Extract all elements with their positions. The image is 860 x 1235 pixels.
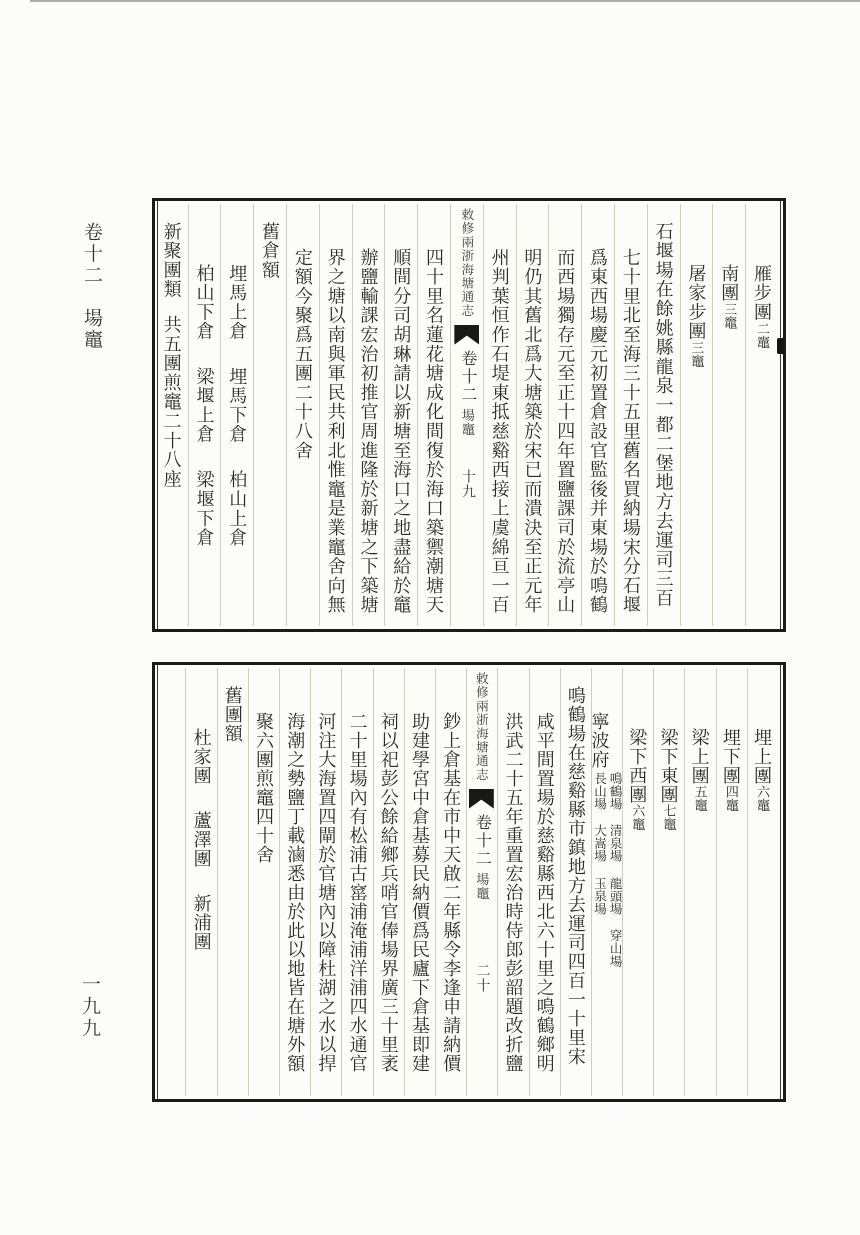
body-text-column: 河注大海置四閘於官塘內以障杜湖之水以捍 (310, 668, 341, 1096)
salt-field-name: 穿山場 (608, 929, 623, 968)
tuan-name: 南團 (719, 264, 740, 303)
salt-field-sublist-right (606, 772, 622, 968)
book-title: 敕修兩浙海塘通志 (474, 672, 489, 782)
fishtail-mark (469, 789, 494, 809)
tuan-name: 埋下團 (720, 728, 741, 785)
tuan-name: 埋上團 (752, 728, 772, 785)
folio-frame-top (152, 198, 786, 632)
body-text-column: 助建學宮中倉基募民納價爲民廬下倉基即建 (404, 668, 435, 1096)
body-text-column: 鈔上倉基在市中天啟二年縣令李逢申請納價 (435, 668, 466, 1096)
tuan-name: 梁下東團 (658, 728, 679, 804)
body-text-column: 四十里名蓮花塘成化間復於海口築禦潮塘天 (417, 204, 450, 626)
stove-count: 六竈 (755, 785, 770, 812)
banxin-column (450, 204, 483, 626)
granary-name: 柏山下倉 (194, 264, 215, 342)
body-text-column: 而西場獨存元至正十四年置鹽課司於流亭山 (548, 204, 581, 626)
granary-name: 埋馬上倉 (227, 264, 248, 342)
list-item-column (185, 668, 216, 1096)
tuan-name: 杜家團 (191, 728, 212, 785)
body-text-column: 界之塘以南與軍民共利北惟竈是業竈舍向無 (319, 204, 352, 626)
stove-count: 三竈 (722, 302, 738, 330)
heading-column: 舊團額 (217, 668, 248, 1096)
text-columns-top (160, 204, 778, 626)
heading-column: 舊倉額 (253, 204, 286, 626)
salt-field-sublist-left (591, 772, 607, 968)
granary-name: 梁堰上倉 (194, 367, 215, 445)
list-item-column (680, 204, 713, 626)
body-text-column: 七十里北至海三十五里舊名買納場宋分石堰 (614, 204, 647, 626)
body-text-column: 定額今聚爲五團二十八舍 (286, 204, 319, 626)
granary-name: 柏山上倉 (227, 470, 248, 548)
category-heading: 新聚團類 (161, 222, 182, 300)
list-item-column (684, 668, 715, 1096)
salt-field-name: 玉泉場 (592, 876, 607, 916)
stove-count: 六竈 (630, 804, 646, 831)
granary-name: 埋馬下倉 (227, 367, 248, 445)
book-title: 敕修兩浙海塘通志 (459, 208, 474, 318)
prefecture-column (591, 668, 622, 1096)
body-text-column: 聚六團煎竈四十舍 (248, 668, 279, 1096)
salt-field-name: 長山場 (592, 772, 607, 811)
body-text-column: 順間分司胡琳請以新塘至海口之地盡給於竈 (384, 204, 417, 626)
salt-field-list (591, 772, 622, 968)
salt-field-name: 大嵩場 (592, 824, 607, 863)
body-text-column: 海潮之勢鹽丁載滷悉由於此以地皆在塘外額 (279, 668, 310, 1096)
body-text-column: 鳴鶴場在慈谿縣市鎮地方去運司四百一十里宋 (560, 668, 591, 1096)
tuan-name: 雁步團 (752, 264, 772, 322)
tuan-name: 梁上團 (689, 728, 710, 785)
banxin-column (466, 668, 497, 1096)
folio-number: 二十 (474, 962, 490, 993)
granary-name: 梁堰下倉 (194, 470, 215, 548)
chapter-label: 卷十二 (473, 813, 491, 868)
folio-frame-bottom (152, 662, 786, 1102)
stove-count: 二竈 (755, 321, 770, 349)
tuan-name: 梁下西團 (627, 728, 648, 804)
tuan-name: 新浦團 (191, 894, 212, 951)
salt-field-name: 龍頭場 (608, 876, 623, 916)
list-item-column (653, 668, 684, 1096)
empty-column (160, 668, 185, 1096)
body-text-column: 州判葉恒作石堤東抵慈谿西接上虞綿亘一百 (483, 204, 516, 626)
tuan-name: 屠家步團 (686, 264, 707, 342)
fishtail-mark (454, 325, 479, 345)
list-item-column (716, 668, 747, 1096)
section-label: 場竈 (459, 408, 475, 437)
stove-count: 四竈 (723, 785, 739, 812)
stove-count: 三竈 (689, 341, 705, 369)
prefecture-name: 寧波府 (589, 712, 610, 769)
folio-number: 十九 (459, 468, 475, 499)
list-item-column (712, 204, 745, 626)
category-total: 共五團煎竈二十八座 (161, 315, 182, 489)
body-text-column: 洪武二十五年重置宏治時侍郎彭韶題改折鹽 (497, 668, 528, 1096)
body-text-column: 辦鹽輸課宏治初推官周進隆於新塘之下築塘 (352, 204, 385, 626)
tuan-name: 蘆澤團 (191, 811, 212, 868)
chapter-label: 卷十二 (458, 349, 476, 404)
salt-field-name: 鳴鶴場 (608, 772, 623, 811)
scan-artifact-line (30, 0, 860, 2)
margin-volume-label: 卷十二 場竈 (81, 222, 102, 351)
list-item-column (745, 204, 778, 626)
heading-column (160, 204, 188, 626)
margin-page-number: 一九九 (79, 974, 100, 1040)
stove-count: 五竈 (692, 785, 708, 812)
list-item-column (747, 668, 778, 1096)
list-item-column (188, 204, 221, 626)
body-text-column: 咸平間置場於慈谿縣西北六十里之鳴鶴鄉明 (529, 668, 560, 1096)
body-text-column: 爲東西場慶元初置倉設官監後并東場於鳴鶴 (581, 204, 614, 626)
text-columns-bottom (160, 668, 778, 1096)
body-text-column: 明仍其舊北爲大塘築於宋已而潰決至正元年 (516, 204, 549, 626)
body-text-column: 石堰場在餘姚縣龍泉一都二堡地方去運司三百 (647, 204, 680, 626)
body-text-column: 二十里場內有松浦古窰浦淹浦洋浦四水通官 (341, 668, 372, 1096)
ink-smudge (777, 338, 784, 354)
stove-count: 七竈 (661, 804, 677, 831)
salt-field-name: 清泉場 (608, 824, 623, 863)
list-item-column (622, 668, 653, 1096)
list-item-column (220, 204, 253, 626)
body-text-column: 祠以祀彭公餘給鄉兵哨官俸場界廣三十里袤 (373, 668, 404, 1096)
section-label: 場竈 (474, 872, 490, 901)
